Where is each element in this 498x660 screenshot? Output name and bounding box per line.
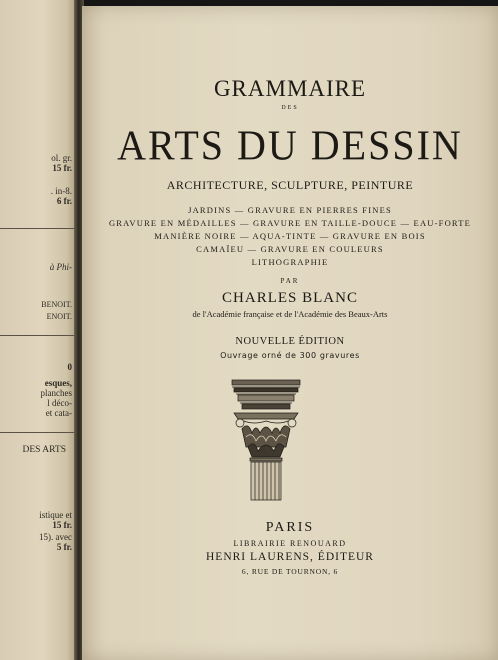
- facing-page-line: 15). avec: [39, 532, 72, 542]
- subject-line: JARDINS — GRAVURE EN PIERRES FINES: [188, 205, 392, 215]
- subject-line: MANIÈRE NOIRE — AQUA-TINTE — GRAVURE EN BOIS: [154, 231, 426, 241]
- edition-label: NOUVELLE ÉDITION: [235, 336, 345, 347]
- title-page: [82, 6, 498, 660]
- author-affiliation: de l'Académie française et de l'Académie des Beaux-Arts: [192, 309, 388, 319]
- facing-page-line: 6 fr.: [56, 196, 72, 206]
- par-label: PAR: [280, 277, 300, 285]
- illustration-note: Ouvrage orné de 300 gravures: [220, 351, 360, 360]
- subject-line: LITHOGRAPHIE: [251, 257, 329, 267]
- subject-line: GRAVURE EN MÉDAILLES — GRAVURE EN TAILLE-DOUCE — EAU-FORTE: [108, 218, 472, 228]
- imprint-librairie: LIBRAIRIE RENOUARD: [233, 539, 347, 548]
- facing-page-line: 15 fr.: [52, 520, 72, 530]
- facing-page-line: l déco-: [47, 398, 72, 408]
- facing-page-line: 0: [67, 362, 72, 372]
- facing-page-line: planches: [40, 388, 72, 398]
- imprint-city: PARIS: [265, 520, 315, 535]
- facing-page-line: 5 fr.: [56, 542, 72, 552]
- subject-line: CAMAÏEU — GRAVURE EN COULEURS: [196, 244, 384, 254]
- title-arts-du-dessin: ARTS DU DESSIN: [117, 121, 463, 170]
- facing-page-line: esques,: [44, 378, 72, 388]
- author-name: CHARLES BLANC: [222, 290, 358, 306]
- facing-page-line: à Phi-: [49, 262, 72, 272]
- facing-page-rule: [0, 432, 78, 433]
- facing-page-line: 15 fr.: [52, 163, 72, 173]
- facing-page-line: et cata-: [45, 408, 72, 418]
- subtitle: ARCHITECTURE, SCULPTURE, PEINTURE: [166, 178, 414, 192]
- imprint-address: 6, RUE DE TOURNON, 6: [241, 567, 339, 576]
- title-grammaire: GRAMMAIRE: [213, 76, 367, 101]
- facing-page-line: ENOIT.: [46, 312, 72, 321]
- facing-page-line: istique et: [39, 510, 72, 520]
- corinthian-capital-engraving: [230, 377, 302, 503]
- facing-page-line: . in-8.: [50, 186, 72, 196]
- title-des: DES: [281, 105, 299, 111]
- imprint-publisher: HENRI LAURENS, ÉDITEUR: [206, 551, 374, 563]
- facing-page-rule: [0, 335, 78, 336]
- facing-page-rule: [0, 228, 78, 229]
- facing-page-line: ol. gr.: [51, 153, 72, 163]
- facing-page-line: BENOIT.: [41, 300, 72, 309]
- facing-page: [0, 0, 78, 660]
- facing-page-line: DES ARTS: [22, 445, 66, 455]
